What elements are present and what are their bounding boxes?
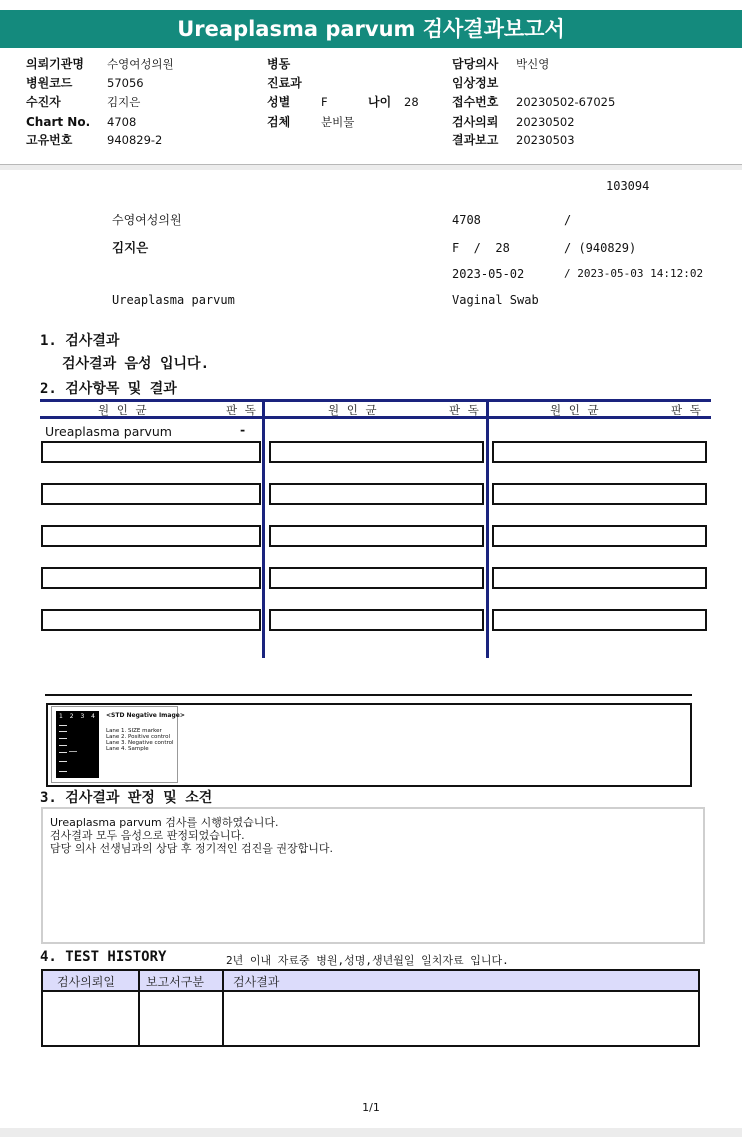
chart-no-label: Chart No. (26, 115, 91, 129)
pb-birth: / (940829) (564, 241, 637, 255)
pb-slash: / (564, 213, 572, 227)
age-value: 28 (404, 95, 419, 109)
hospital-code-label: 병원코드 (26, 76, 73, 90)
receipt-no-label: 접수번호 (452, 95, 499, 109)
page-separator (0, 164, 742, 170)
results-table-divider-1 (262, 400, 265, 658)
image-top-rule (45, 694, 692, 696)
result-cell (269, 567, 484, 589)
col-header-verdict-3: 판 독 (671, 403, 703, 417)
section2-title: 2. 검사항목 및 결과 (40, 381, 177, 397)
result-cell (269, 441, 484, 463)
dept-label: 진료과 (267, 76, 302, 90)
pb-sex-age: F / 28 (452, 241, 510, 255)
result-organism: Ureaplasma parvum (45, 424, 172, 439)
gel-lane-numbers: 1 2 3 4 (59, 713, 95, 720)
doctor-value: 박신영 (516, 57, 550, 71)
doctor-label: 담당의사 (452, 57, 499, 71)
request-date-label: 검사의뢰 (452, 115, 499, 129)
specimen-value: 분비물 (321, 115, 355, 129)
col-header-verdict-2: 판 독 (449, 403, 481, 417)
history-col-divider (138, 971, 140, 1045)
sex-label: 성별 (267, 95, 291, 109)
institution-value: 수영여성의원 (107, 57, 174, 71)
gel-legend-line: Lane 4. Sample (106, 746, 149, 752)
history-col-request-date: 검사의뢰일 (57, 975, 115, 989)
results-table-divider-2 (486, 400, 489, 658)
chart-no-value: 4708 (107, 115, 137, 129)
patient-label: 수진자 (26, 95, 61, 109)
section3-title: 3. 검사결과 판정 및 소견 (40, 790, 213, 806)
gel-legend (106, 713, 185, 752)
history-col-divider (222, 971, 224, 1045)
gel-legend-line: Lane 3. Negative control (106, 740, 174, 746)
pb-chart: 4708 (452, 213, 481, 227)
pb-request-date: 2023-05-02 (452, 267, 525, 281)
section4-title: 4. TEST HISTORY (40, 949, 167, 965)
report-title: Ureaplasma parvum 검사결과보고서 (0, 10, 742, 48)
result-cell (492, 441, 707, 463)
gel-image (51, 706, 185, 783)
result-cell (492, 525, 707, 547)
result-cell (492, 609, 707, 631)
opinion-line: 검사결과 모두 음성으로 판정되었습니다. (50, 829, 245, 842)
history-col-result: 검사결과 (233, 975, 280, 989)
request-date-value: 20230502 (516, 115, 575, 129)
ward-label: 병동 (267, 57, 291, 71)
specimen-label: 검체 (267, 115, 291, 129)
result-cell (269, 525, 484, 547)
history-table (41, 969, 700, 1047)
history-col-report-type: 보고서구분 (146, 975, 204, 989)
col-header-verdict-1: 판 독 (226, 403, 258, 417)
gel-legend-title: <STD Negative Image> (106, 712, 185, 719)
result-cell (41, 525, 261, 547)
result-cell (492, 483, 707, 505)
result-cell (41, 609, 261, 631)
pb-test-name: Ureaplasma parvum (112, 293, 235, 307)
institution-label: 의뢰기관명 (26, 57, 84, 71)
report-id: 103094 (606, 179, 650, 193)
result-cell (269, 483, 484, 505)
result-cell (41, 441, 261, 463)
unique-no-value: 940829-2 (107, 133, 163, 147)
age-label: 나이 (368, 95, 392, 109)
report-date-label: 결과보고 (452, 133, 499, 147)
hospital-code-value: 57056 (107, 76, 144, 90)
pb-report-datetime: / 2023-05-03 14:12:02 (564, 267, 704, 280)
opinion-line: 담당 의사 선생님과의 상담 후 정기적인 검진을 권장합니다. (50, 842, 333, 855)
gel-legend-line: Lane 2. Positive control (106, 734, 171, 740)
opinion-box (41, 807, 705, 944)
gel-photo (56, 711, 99, 778)
receipt-no-value: 20230502-67025 (516, 95, 616, 109)
page-number: 1/1 (362, 1101, 380, 1114)
history-table-header (43, 971, 698, 992)
unique-no-label: 고유번호 (26, 133, 73, 147)
result-cell (41, 567, 261, 589)
result-cell (41, 483, 261, 505)
col-header-pathogen-2: 원 인 균 (328, 403, 379, 417)
sex-value: F (321, 95, 328, 109)
result-cell (492, 567, 707, 589)
pb-specimen: Vaginal Swab (452, 293, 539, 307)
col-header-pathogen-1: 원 인 균 (98, 403, 149, 417)
clinical-info-label: 임상정보 (452, 76, 499, 90)
pb-institution: 수영여성의원 (112, 213, 182, 227)
gel-legend-line: Lane 1. SIZE marker (106, 728, 162, 734)
result-cell (269, 609, 484, 631)
report-date-value: 20230503 (516, 133, 575, 147)
history-note: 2년 이내 자료중 병원,성명,생년월일 일치자료 입니다. (226, 954, 509, 967)
section1-title: 1. 검사결과 (40, 333, 120, 349)
patient-value: 김지은 (107, 95, 141, 109)
result-verdict: - (240, 422, 246, 437)
section1-result: 검사결과 음성 입니다. (62, 356, 210, 372)
pb-name: 김지은 (112, 240, 149, 255)
bottom-band (0, 1128, 742, 1137)
opinion-line: Ureaplasma parvum 검사를 시행하였습니다. (50, 816, 279, 829)
col-header-pathogen-3: 원 인 균 (550, 403, 601, 417)
